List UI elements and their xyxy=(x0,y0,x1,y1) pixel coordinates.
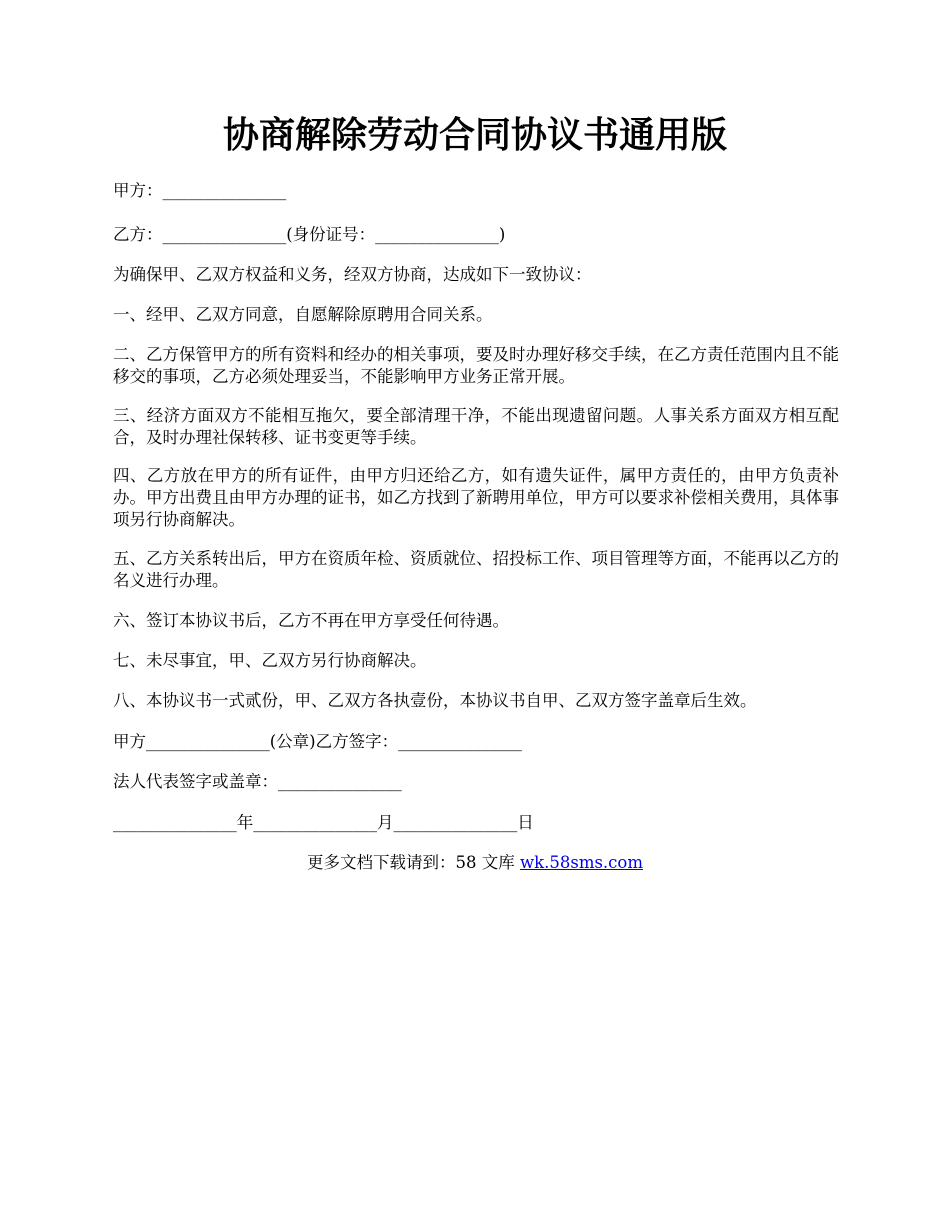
clause-3: 三、经济方面双方不能相互拖欠，要全部清理干净，不能出现遗留问题。人事关系方面双方相互配合，及时办理社保转移、证书变更等手续。 xyxy=(113,406,839,447)
footer-text: 更多文档下载请到：58 文库 xyxy=(306,853,520,872)
document-title: 协商解除劳动合同协议书通用版 xyxy=(222,114,727,156)
signature-line: 甲方_______________(公章)乙方签字：_______________ xyxy=(113,732,522,751)
clause-5: 五、乙方关系转出后，甲方在资质年检、资质就位、招投标工作、项目管理等方面，不能再以乙方的名义进行办理。 xyxy=(113,549,839,590)
party-b-line: 乙方：_______________(身份证号：_______________) xyxy=(113,225,506,244)
footer xyxy=(0,852,950,874)
date-line: _______________年_______________月_______________日 xyxy=(113,813,534,832)
clause-7: 七、未尽事宜，甲、乙双方另行协商解决。 xyxy=(113,651,427,670)
footer-link[interactable]: wk.58sms.com xyxy=(519,853,643,872)
clause-2: 二、乙方保管甲方的所有资料和经办的相关事项，要及时办理好移交手续，在乙方责任范围内且不能移交的事项，乙方必须处理妥当，不能影响甲方业务正常开展。 xyxy=(113,345,839,386)
clause-4: 四、乙方放在甲方的所有证件，由甲方归还给乙方，如有遗失证件，属甲方责任的，由甲方负责补办。甲方出费且由甲方办理的证书，如乙方找到了新聘用单位，甲方可以要求补偿相关费用，具体事项另行协商解决。 xyxy=(113,466,839,529)
clause-8: 八、本协议书一式贰份，甲、乙双方各执壹份，本协议书自甲、乙双方签字盖章后生效。 xyxy=(113,691,757,710)
legal-rep-line: 法人代表签字或盖章：_______________ xyxy=(113,772,402,791)
party-a-line: 甲方：_______________ xyxy=(113,181,287,200)
clause-1: 一、经甲、乙双方同意，自愿解除原聘用合同关系。 xyxy=(113,305,493,324)
intro-paragraph: 为确保甲、乙双方权益和义务，经双方协商，达成如下一致协议： xyxy=(113,265,592,284)
clause-6: 六、签订本协议书后，乙方不再在甲方享受任何待遇。 xyxy=(113,611,509,630)
